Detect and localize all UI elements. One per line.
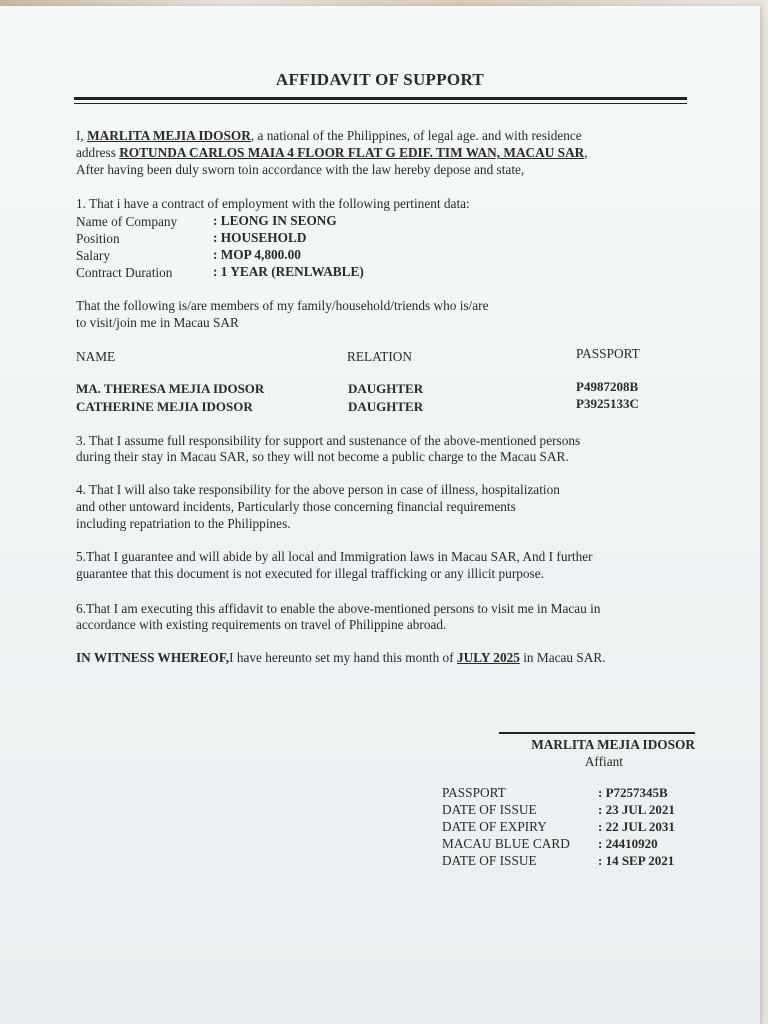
contract-duration-value: : 1 YEAR (RENLWABLE) (213, 264, 364, 279)
company-label: Name of Company (76, 214, 178, 229)
company-value: : LEONG IN SEONG (213, 213, 337, 228)
id-label-blue-card: MACAU BLUE CARD (442, 836, 570, 851)
id-value-card-issue-date: : 14 SEP 2021 (598, 853, 675, 868)
intro-suffix: , a national of the Philippines, of legal age. and with residence (250, 128, 582, 143)
signatory-name: MARLITA MEJIA IDOSOR (531, 737, 695, 752)
affiant-name-inline: MARLITA MEJIA IDOSOR (87, 128, 251, 143)
intro-line-3: After having been duly sworn toin accordance with the law hereby depose and state, (76, 162, 525, 177)
member-passport-2: P3925133C (576, 396, 639, 411)
clause-5-line-1: 5.That I guarantee and will abide by all local and Immigration laws in Macau SAR, And I further (76, 549, 593, 564)
position-label: Position (76, 231, 120, 246)
position-value: : HOUSEHOLD (213, 230, 307, 245)
title-rule-thin (74, 103, 687, 104)
address-suffix: , (584, 145, 588, 160)
title-rule-thick (74, 97, 687, 100)
residence-address: ROTUNDA CARLOS MAIA 4 FLOOR FLAT G EDIF. TIM WAN, MACAU SAR (119, 145, 585, 160)
clause-5-line-2: guarantee that this document is not executed for illegal trafficking or any illicit purpose. (76, 566, 544, 581)
clause-6-line-1: 6.That I am executing this affidavit to enable the above-mentioned persons to visit me in Macau in (76, 601, 601, 616)
id-value-issue-date: : 23 JUL 2021 (598, 802, 675, 817)
witness-lead: IN WITNESS WHEREOF, (76, 650, 230, 665)
family-intro-line-1: That the following is/are members of my family/household/triends who is/are (76, 298, 489, 313)
witness-end: in Macau SAR. (519, 650, 606, 665)
clause-3-line-1: 3. That I assume full responsibility for support and sustenance of the above-mentioned persons (76, 433, 581, 448)
member-name-1: MA. THERESA MEJIA IDOSOR (76, 381, 265, 396)
clause-3-line-2: during their stay in Macau SAR, so they will not become a public charge to the Macau SAR. (76, 449, 569, 464)
id-label-expiry-date: DATE OF EXPIRY (442, 819, 547, 834)
member-relation-2: DAUGHTER (348, 399, 424, 414)
member-relation-1: DAUGHTER (348, 381, 424, 396)
id-label-card-issue-date: DATE OF ISSUE (442, 853, 537, 868)
salary-value: : MOP 4,800.00 (213, 247, 301, 262)
contract-duration-label: Contract Duration (76, 265, 173, 280)
column-header-name: NAME (76, 349, 116, 364)
column-header-relation: RELATION (347, 349, 412, 364)
member-passport-1: P4987208B (576, 379, 639, 394)
intro-line-1 (76, 128, 582, 145)
document-page (0, 6, 760, 1024)
column-header-passport: PASSPORT (576, 346, 640, 361)
id-value-passport: : P7257345B (598, 785, 668, 800)
witness-month: JULY 2025 (456, 650, 520, 665)
employment-heading: 1. That i have a contract of employment with the following pertinent data: (76, 196, 470, 211)
intro-line-2 (76, 145, 588, 162)
signature-line (499, 732, 695, 734)
clause-6-line-2: accordance with existing requirements on travel of Philippine abroad. (76, 617, 447, 632)
intro-prefix: I, (76, 128, 88, 143)
signatory-role: Affiant (584, 754, 623, 769)
member-name-2: CATHERINE MEJIA IDOSOR (76, 399, 253, 414)
salary-label: Salary (76, 248, 110, 263)
id-label-passport: PASSPORT (442, 785, 506, 800)
family-intro-line-2: to visit/join me in Macau SAR (76, 315, 239, 330)
clause-4-line-2: and other untoward incidents, Particularly those concerning financial requirements (76, 499, 516, 514)
witness-line (76, 650, 606, 667)
clause-4-line-1: 4. That I will also take responsibility for the above person in case of illness, hospitalization (76, 482, 560, 497)
id-value-blue-card: : 24410920 (598, 836, 658, 851)
id-value-expiry-date: : 22 JUL 2031 (598, 819, 675, 834)
clause-4-line-3: including repatriation to the Philippines. (76, 516, 291, 531)
document-title: AFFIDAVIT OF SUPPORT (275, 70, 485, 89)
address-prefix: address (76, 145, 120, 160)
id-label-issue-date: DATE OF ISSUE (442, 802, 537, 817)
witness-text: I have hereunto set my hand this month of (229, 650, 457, 665)
